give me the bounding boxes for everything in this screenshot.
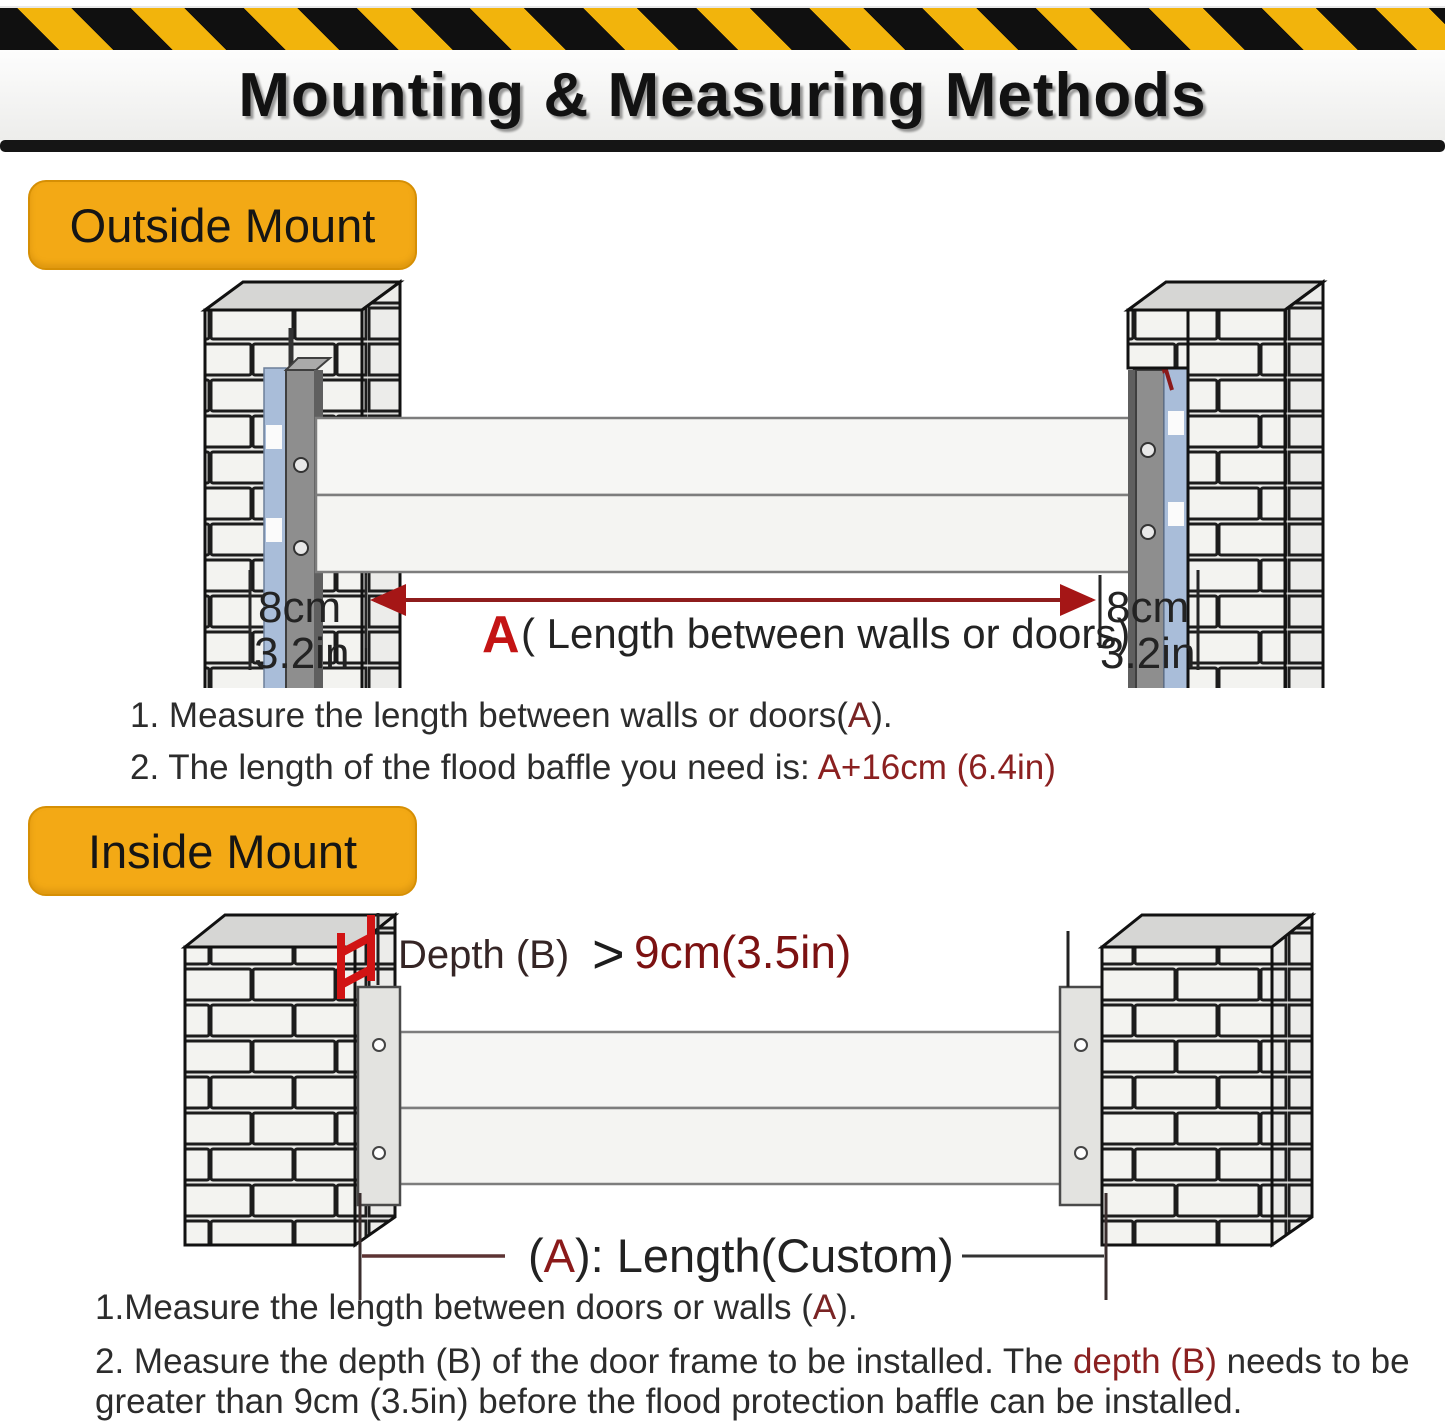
screw-hole [294,458,308,472]
flood-baffle-board-top [400,1032,1062,1108]
screw-hole [373,1147,385,1159]
flood-baffle-board-top [316,418,1132,495]
pillar-side-face [1285,282,1323,688]
label-32in-right: 3.2in [1100,629,1196,678]
pillar-front-face-upper [1128,310,1188,368]
screw-hole [1075,1039,1087,1051]
seal-strip-tab [1168,502,1184,526]
mounting-bracket-left [358,987,400,1205]
seal-strip-tab [1168,411,1184,435]
screw-hole [373,1039,385,1051]
step-text-accent: A+16cm (6.4in) [817,748,1056,787]
flood-baffle-board-bottom [316,495,1132,572]
pillar-front-face [1102,947,1272,1245]
depth-value: 9cm(3.5in) [634,926,852,978]
mounting-bracket-right [1060,987,1102,1205]
seal-strip-tab [266,425,282,449]
screw-hole [294,541,308,555]
length-label [528,1229,954,1282]
inside-step-2 [95,1342,1435,1421]
label-8cm-left: 8cm [258,583,342,632]
title-strip [0,50,1445,140]
label-8cm-right: 8cm [1106,583,1190,632]
hazard-stripe-banner [0,6,1445,52]
pillar-side-face [1272,915,1312,1245]
title-underline-bar [0,140,1445,152]
pillar-front-face [1188,310,1285,688]
step-text-accent: depth (B) [1072,1342,1217,1381]
length-label-open: ( [528,1229,544,1282]
seal-strip-tab [266,518,282,542]
inside-mount-badge [28,806,417,896]
step-text: ). [871,696,893,735]
screw-hole [1141,443,1155,457]
flood-baffle-board-bottom [400,1108,1062,1184]
page-title: Mounting & Measuring Methods [238,60,1207,130]
step-text: 2. Measure the depth (B) of the door frame to be installed. The [95,1342,1073,1381]
step-text-accent: A [847,696,872,735]
label-length-between: ( Length between walls or doors) [521,610,1131,657]
length-label-rest: ): Length(Custom) [575,1229,954,1282]
depth-gt-sign: > [592,922,625,985]
screw-hole [1075,1147,1087,1159]
step-text-accent: A [812,1288,837,1327]
pillar-front-face [185,947,355,1245]
outside-mount-badge [28,180,417,270]
inside-step-1 [95,1288,858,1328]
outside-step-2 [130,748,1056,788]
outside-mount-badge-label: Outside Mount [69,198,376,252]
inside-mount-badge-label: Inside Mount [87,824,358,878]
label-A: A [482,606,520,664]
step-text: 1.Measure the length between doors or walls ( [95,1288,813,1327]
outside-step-1 [130,696,893,736]
depth-label: Depth (B) [398,933,570,977]
inside-right-pillar [1102,915,1312,1245]
label-32in-left: 3.2in [254,629,350,678]
step-text: 1. Measure the length between walls or doors( [130,696,848,735]
screw-hole [1141,525,1155,539]
inside-mount-diagram [0,895,1445,1305]
outside-mount-diagram [0,270,1445,688]
step-text: 2. The length of the flood baffle you need is: [130,748,818,787]
step-text: needs to be greater than 9cm (3.5in) before the flood protection baffle can be installed. [95,1342,1410,1421]
step-text: ). [836,1288,858,1327]
length-label-a: A [543,1229,576,1282]
